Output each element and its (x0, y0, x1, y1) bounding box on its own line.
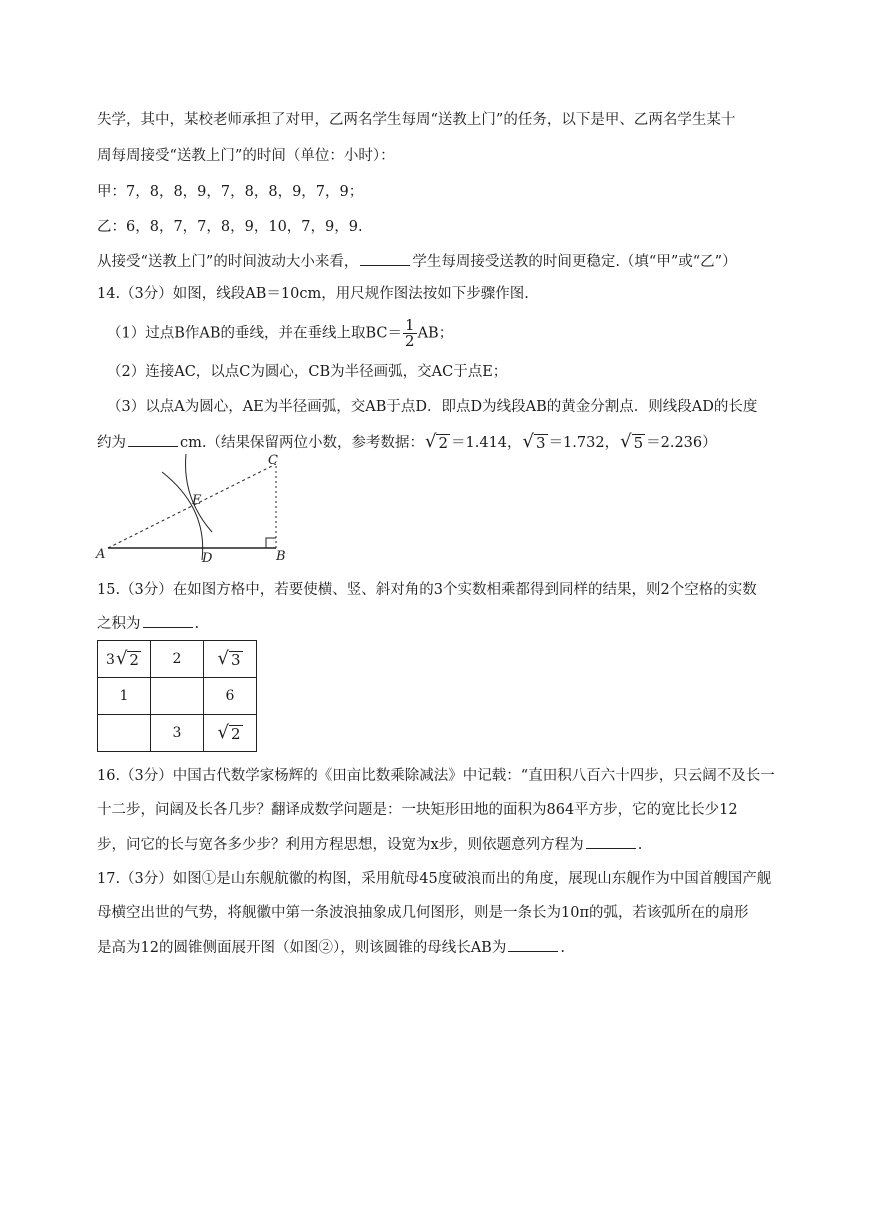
radical-sign-icon: √ (424, 431, 437, 452)
radical-sign-icon: √ (115, 648, 128, 669)
magic-square-grid (97, 640, 257, 752)
q14-line5-b: cm.（结果保留两位小数，参考数据： (180, 435, 424, 451)
q14-eq3: ＝1.732， (548, 435, 620, 451)
coefficient: 3 (106, 652, 115, 668)
q16-line3 (97, 834, 642, 855)
radicand: 2 (129, 651, 139, 669)
q14-step1 (107, 318, 453, 349)
radicand: 5 (633, 434, 644, 452)
fraction-numerator: 1 (405, 316, 415, 334)
q15-line2-a: 之积为 (97, 616, 141, 632)
q17-line3-a: 是高为12的圆锥侧面展开图（如图②），则该圆锥的母线长AB为 (97, 940, 507, 956)
grid-cell (204, 715, 257, 752)
radicand: 3 (230, 651, 241, 669)
answer-blank (508, 937, 558, 952)
grid-row (98, 715, 257, 752)
grid-cell-empty (98, 715, 151, 752)
q15-line1: 15.（3分）在如图方格中，若要使横、竖、斜对角的3个实数相乘都得到同样的结果，则2个空格的实数 (97, 582, 757, 598)
q13-yi-data: 乙：6，8，7，7，8，9，10，7，9，9. (97, 219, 363, 235)
radical-sign-icon: √ (217, 648, 229, 669)
q14-line1: 14.（3分）如图，线段AB＝10cm，用尺规作图法按如下步骤作图. (97, 286, 529, 302)
q14-eq5: ＝2.236） (646, 435, 717, 451)
grid-cell (204, 641, 257, 678)
q16-line1: 16.（3分）中国古代数学家杨辉的《田亩比数乘除减法》中记载：“直田积八百六十四步，只云阔不及长一 (97, 768, 775, 784)
sqrt-3 (523, 433, 548, 451)
grid-row (98, 678, 257, 715)
grid-cell: 2 (151, 641, 204, 678)
radicand: 3 (536, 434, 546, 452)
q13-line2: 周每周接受“送教上门”的时间（单位：小时）： (97, 148, 395, 164)
q13-line1: 失学，其中，某校老师承担了对甲，乙两名学生每周“送教上门”的任务，以下是甲、乙两名学生某十 (97, 112, 736, 128)
q17-line2: 母横空出世的气势，将舰徽中第一条波浪抽象成几何图形，则是一条长为10π的弧，若该弧所在的扇形 (97, 905, 749, 921)
q17-line3 (97, 937, 565, 958)
q14-step1-a: （1）过点B作AB的垂线，并在垂线上取BC＝ (107, 325, 403, 342)
fraction-denominator: 2 (405, 332, 415, 350)
radical-sign-icon: √ (522, 431, 535, 452)
answer-blank (586, 834, 636, 849)
grid-cell: 3 (151, 715, 204, 752)
sqrt (217, 650, 242, 668)
grid-cell-empty (151, 678, 204, 715)
label-d: D (202, 551, 213, 566)
q14-line5-a: 约为 (97, 435, 126, 451)
grid-row (98, 641, 257, 678)
arc-centered-a (162, 472, 203, 560)
q13-line5-a: 从接受“送教上门”的时间波动大小来看， (97, 254, 359, 270)
sqrt-5 (620, 433, 645, 451)
radical-sign-icon: √ (217, 722, 229, 743)
label-c: C (268, 453, 278, 468)
radicand: 2 (230, 725, 241, 743)
q13-line5-b: 学生每周接受送教的时间更稳定.（填“甲”或“乙”） (412, 254, 737, 270)
fraction (403, 318, 417, 349)
q16-line3-b: . (637, 837, 643, 853)
q14-eq2: ＝1.414， (451, 435, 522, 451)
q17-line1: 17.（3分）如图①是山东舰航徽的构图，采用航母45度破浪而出的角度，展现山东舰作为中国首艘国产舰 (97, 871, 772, 887)
q16-line3-a: 步，问它的长与宽各多少步？利用方程思想，设宽为x步，则依题意列方程为 (97, 837, 584, 853)
q17-line3-b: . (560, 940, 565, 956)
q15-line2 (97, 613, 199, 634)
sqrt (116, 650, 141, 668)
label-e: E (192, 493, 202, 508)
sqrt-2 (425, 433, 450, 451)
answer-blank (128, 432, 178, 447)
q14-step3: （3）以点A为圆心，AE为半径画弧，交AB于点D．即点D为线段AB的黄金分割点．则线段AD的长度 (107, 399, 758, 415)
radicand: 2 (438, 434, 449, 452)
grid-cell: 1 (98, 678, 151, 715)
q16-line2: 十二步，问阔及长各几步？翻译成数学问题是：一块矩形田地的面积为864平方步，它的宽比长少12 (97, 802, 738, 818)
grid-cell (98, 641, 151, 678)
label-a: A (96, 547, 106, 562)
label-b: B (276, 549, 286, 564)
q15-line2-b: . (194, 616, 200, 632)
answer-blank (143, 613, 193, 628)
q14-step2: （2）连接AC，以点C为圆心，CB为半径画弧，交AC于点E； (107, 364, 508, 380)
sqrt (217, 724, 242, 742)
grid-cell: 6 (204, 678, 257, 715)
q13-line5 (97, 251, 737, 272)
answer-blank (360, 251, 410, 266)
golden-section-diagram (90, 450, 300, 570)
q14-step1-b: AB； (417, 325, 454, 342)
radical-sign-icon: √ (620, 431, 632, 452)
q13-jia-data: 甲：7，8，8，9，7，8，8，9，7，9； (97, 184, 364, 200)
right-angle-mark (266, 538, 276, 548)
